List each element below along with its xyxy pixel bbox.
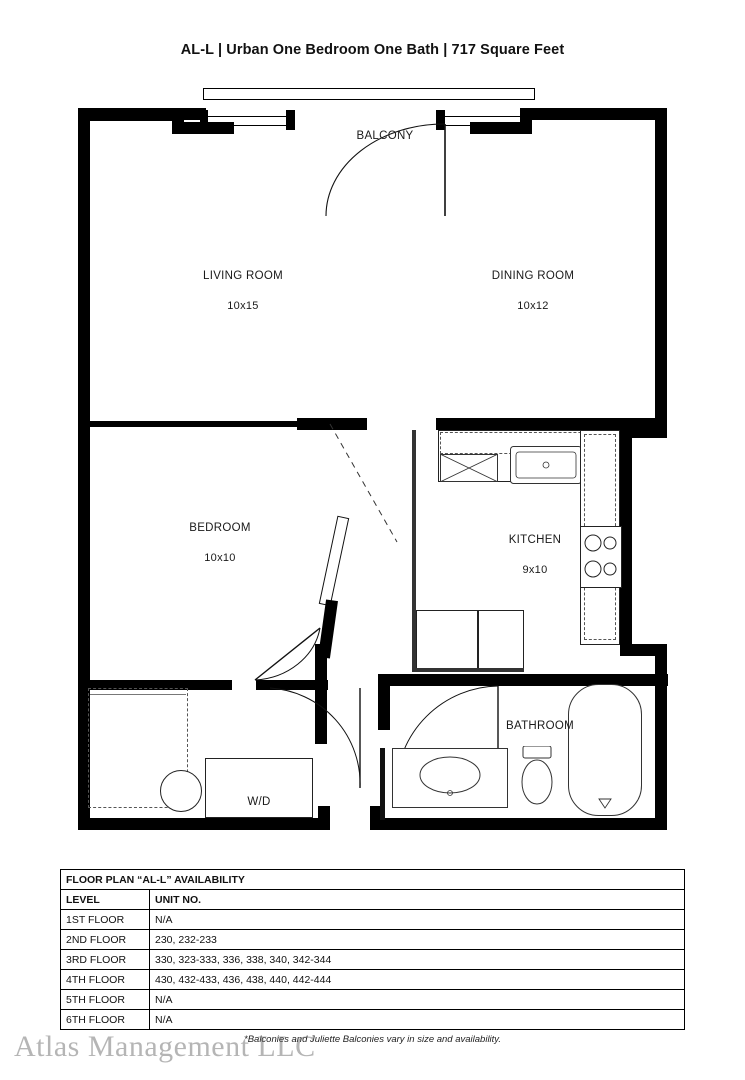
table-row [61, 1010, 685, 1030]
kitchen-dims: 9x10 [522, 564, 548, 576]
balcony-door-jamb-left [200, 110, 208, 130]
kitchen-dishwasher [440, 454, 498, 482]
level-cell: 2ND FLOOR [61, 930, 150, 950]
column-header-unit-no: UNIT NO. [150, 890, 685, 910]
kitchen-wall-left [412, 430, 416, 670]
living-room-dims: 10x15 [227, 300, 259, 312]
level-cell: 6TH FLOOR [61, 1010, 150, 1030]
table-row [61, 930, 685, 950]
table-caption-row [61, 870, 685, 890]
table-row [61, 950, 685, 970]
window-left-mullion-3 [148, 110, 149, 119]
kitchen-label [460, 518, 610, 593]
window-left [82, 110, 172, 121]
bathroom-label [465, 704, 615, 734]
units-cell: 430, 432-433, 436, 438, 440, 442-444 [150, 970, 685, 990]
watermark: Atlas Management LLC [14, 1030, 316, 1063]
units-cell: 230, 232-233 [150, 930, 685, 950]
dining-room-name: DINING ROOM [491, 270, 575, 282]
availability-table [60, 869, 685, 1030]
kitchen-wall-bottom [412, 668, 524, 672]
living-room-name: LIVING ROOM [203, 270, 283, 282]
balcony-door-left [205, 116, 287, 126]
bedroom-label [135, 506, 305, 581]
table-row [61, 910, 685, 930]
interior-wall-bedroom-top [82, 421, 297, 427]
bathroom-vanity [392, 748, 508, 808]
window-left-mullion-1 [104, 110, 105, 119]
units-cell: 330, 323-333, 336, 338, 340, 342-344 [150, 950, 685, 970]
footnote: *Balconies and Juliette Balconies vary in size and availability. [244, 1034, 501, 1045]
level-cell: 5TH FLOOR [61, 990, 150, 1010]
bathroom-wall-left [378, 674, 390, 730]
refrigerator [416, 610, 478, 670]
bathroom-name: BATHROOM [506, 720, 574, 732]
washer-dryer-name: W/D [247, 796, 271, 808]
toilet [515, 746, 559, 812]
living-room-label [158, 254, 328, 329]
bedroom-name: BEDROOM [189, 522, 251, 534]
washer-dryer-label [219, 780, 299, 810]
table-row [61, 970, 685, 990]
water-heater [160, 770, 202, 812]
availability-caption: FLOOR PLAN “AL-L” AVAILABILITY [61, 870, 685, 890]
kitchen-sink [510, 446, 582, 484]
dining-room-label [448, 254, 618, 329]
window-left-mullion-2 [126, 110, 127, 119]
kitchen-peninsula [478, 610, 524, 670]
exterior-wall-right-upper [655, 108, 667, 438]
dining-room-dims: 10x12 [517, 300, 549, 312]
balcony-label [300, 114, 470, 144]
balcony-rail [203, 88, 535, 100]
bedroom-door-leaf [319, 516, 349, 607]
exterior-wall-bottom-right [380, 818, 667, 830]
units-cell: N/A [150, 1010, 685, 1030]
level-cell: 3RD FLOOR [61, 950, 150, 970]
units-cell: N/A [150, 990, 685, 1010]
level-cell: 1ST FLOOR [61, 910, 150, 930]
exterior-wall-top-right [520, 108, 667, 120]
kitchen-wall-top [436, 418, 666, 430]
page-title: AL-L | Urban One Bedroom One Bath | 717 Square Feet [180, 42, 565, 58]
exterior-wall-bottom-step [318, 806, 330, 830]
floor-plan-drawing [60, 88, 685, 833]
balcony-name: BALCONY [356, 130, 414, 142]
exterior-wall-right-jog-b [620, 644, 667, 656]
bathroom-wall-left-lower [380, 748, 385, 820]
bedroom-dims: 10x10 [204, 552, 236, 564]
exterior-wall-bottom [78, 818, 328, 830]
kitchen-name: KITCHEN [508, 534, 562, 546]
closet-shelf-line [90, 694, 186, 695]
table-row [61, 990, 685, 1010]
level-cell: 4TH FLOOR [61, 970, 150, 990]
balcony-door-jamb-mid [286, 110, 295, 130]
column-header-level: LEVEL [61, 890, 150, 910]
table-header-row [61, 890, 685, 910]
units-cell: N/A [150, 910, 685, 930]
